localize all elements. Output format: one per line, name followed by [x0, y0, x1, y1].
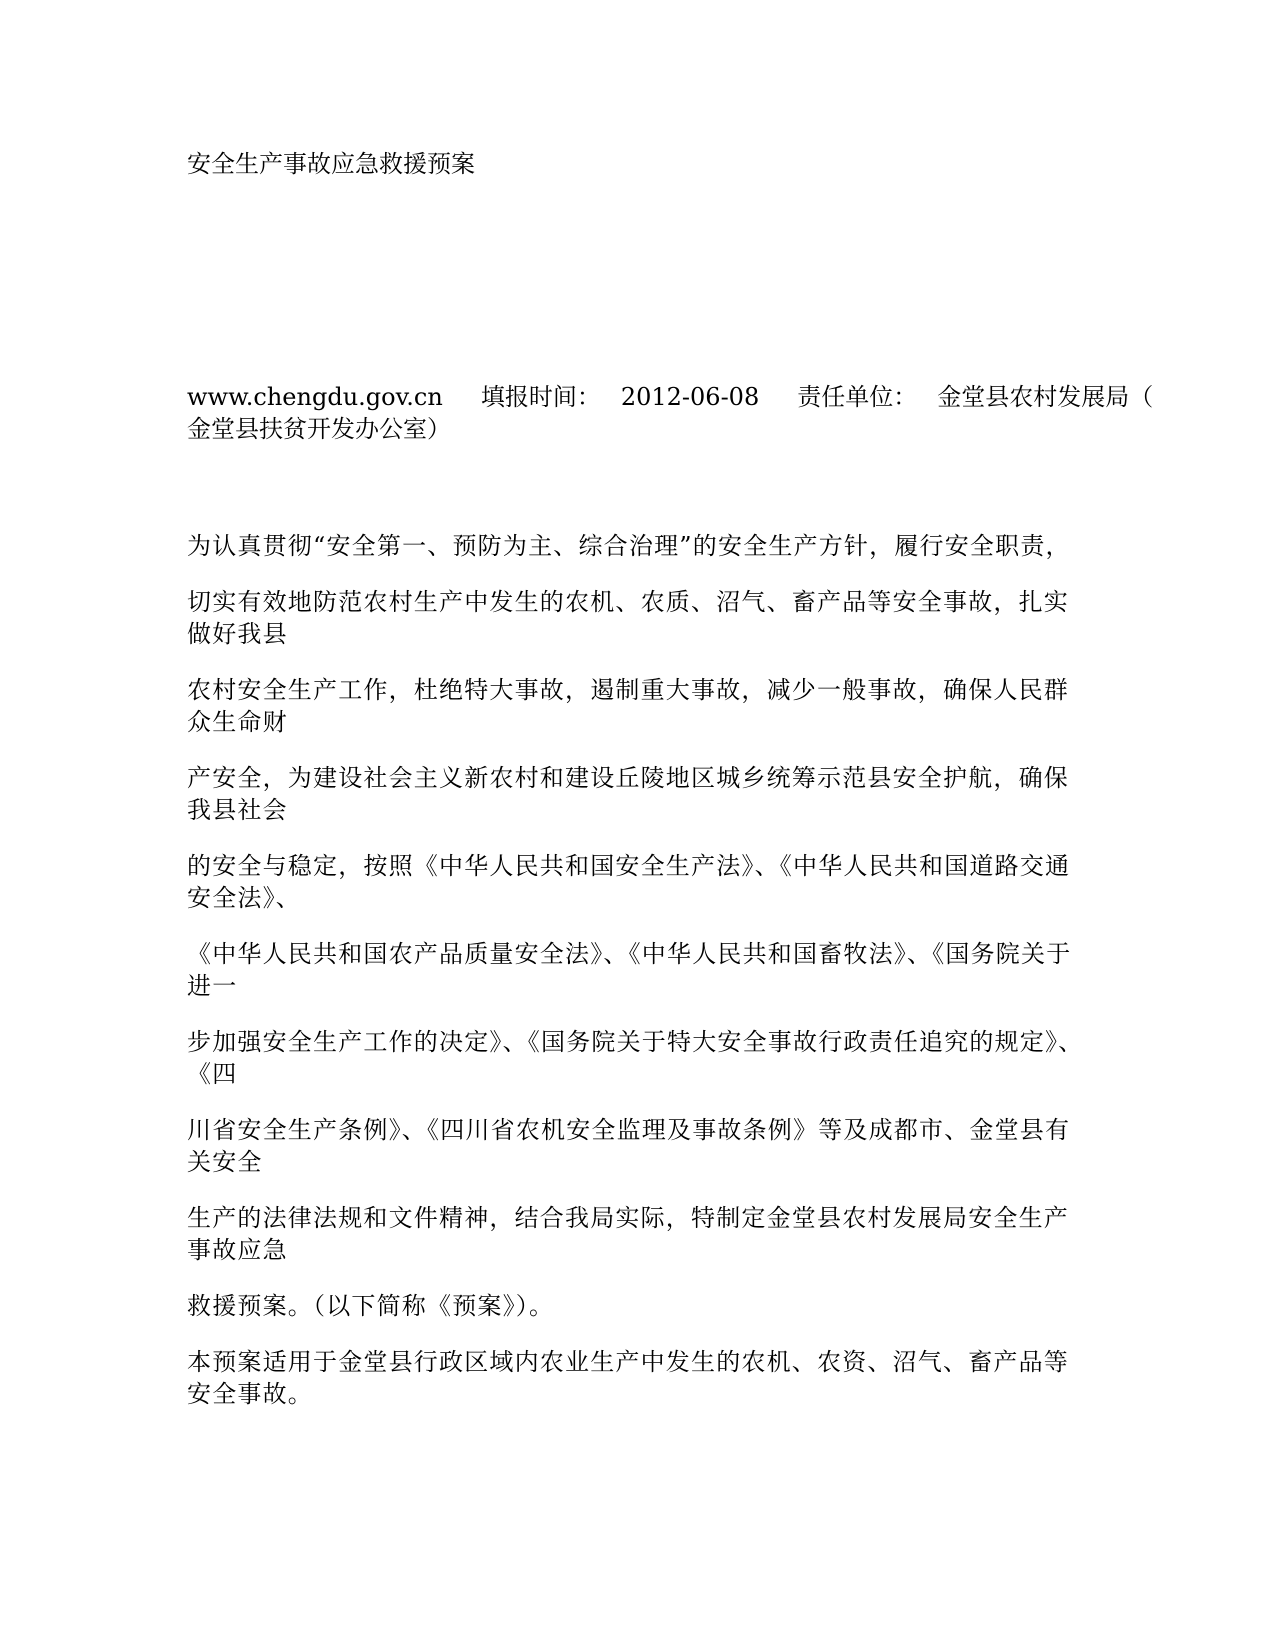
unit-value: 金堂县农村发展局（ — [937, 383, 1154, 411]
paragraph: 产安全，为建设社会主义新农村和建设丘陵地区城乡统筹示范县安全护航，确保我县社会 — [187, 764, 1069, 824]
paragraph: 农村安全生产工作，杜绝特大事故，遏制重大事故，减少一般事故，确保人民群众生命财 — [187, 676, 1069, 736]
document-meta — [187, 381, 1154, 445]
paragraph: 切实有效地防范农村生产中发生的农机、农质、沼气、畜产品等安全事故，扎实做好我县 — [187, 588, 1069, 648]
document-title: 安全生产事故应急救援预案 — [187, 150, 475, 178]
paragraph: 川省安全生产条例》、《四川省农机安全监理及事故条例》等及成都市、金堂县有关安全 — [187, 1116, 1071, 1176]
unit-label: 责任单位： — [797, 383, 918, 411]
paragraph: 《中华人民共和国农产品质量安全法》、《中华人民共和国畜牧法》、《国务院关于进一 — [187, 940, 1072, 1000]
meta-line-1 — [187, 381, 1154, 413]
paragraph: 为认真贯彻“安全第一、预防为主、综合治理”的安全生产方针，履行安全职责， — [187, 532, 1071, 560]
paragraph: 的安全与稳定，按照《中华人民共和国安全生产法》、《中华人民共和国道路交通安全法》、 — [187, 852, 1071, 912]
meta-line-2: 金堂县扶贫开发办公室） — [187, 415, 451, 443]
date-label: 填报时间： — [480, 383, 601, 411]
paragraph: 本预案适用于金堂县行政区域内农业生产中发生的农机、农资、沼气、畜产品等安全事故。 — [187, 1348, 1069, 1408]
paragraph: 步加强安全生产工作的决定》、《国务院关于特大安全事故行政责任追究的规定》、《四 — [187, 1028, 1084, 1088]
paragraph: 生产的法律法规和文件精神，结合我局实际，特制定金堂县农村发展局安全生产事故应急 — [187, 1204, 1069, 1264]
paragraph: 救援预案。（以下简称《预案》）。 — [187, 1292, 555, 1320]
document-body — [187, 530, 1092, 1434]
date-value: 2012-06-08 — [620, 383, 760, 411]
source-site: www.chengdu.gov.cn — [187, 383, 443, 411]
